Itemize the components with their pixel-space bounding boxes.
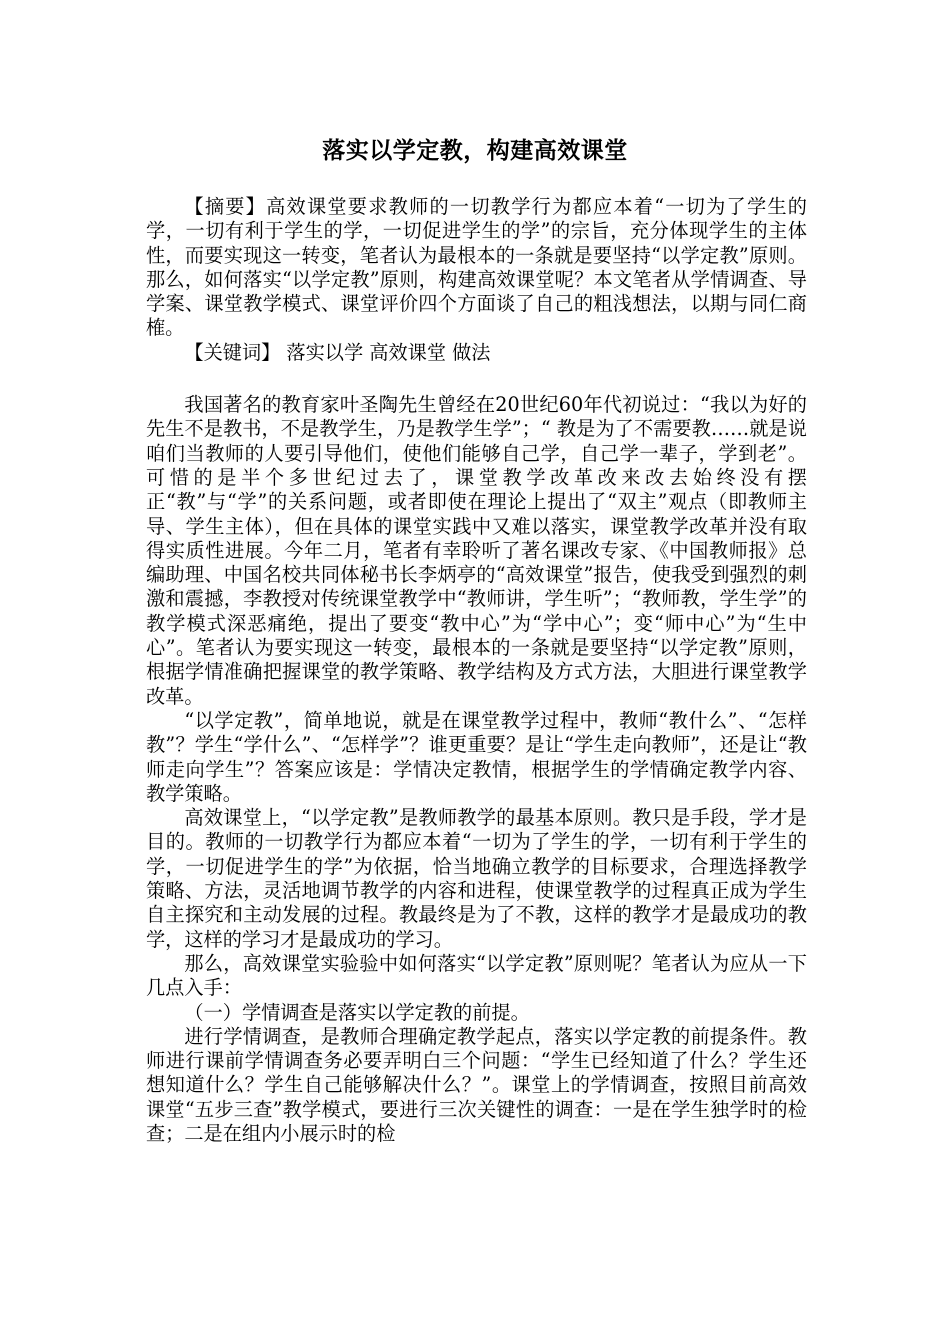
body-paragraph-1: 我国著名的教育家叶圣陶先生曾经在20世纪60年代初说过：“我以为好的先生不是教书，不是教学生，乃是教学生学”；“ 教是为了不需要教……就是说咱们当教师的人要引导他们，使他们能够自己学，自己学一辈子，学到老”。可惜的是半个多世纪过去了，课堂教学改革改来改去始终没有摆正“教”与“学”的关系问题，或者即使在理论上提出了“双主”观点（即教师主导、学生主体），但在具体的课堂实践中又难以落实，课堂教学改革并没有取得实质性进展。今年二月，笔者有幸聆听了著名课改专家、《中国教师报》总编助理、中国名校共同体秘书长李炳亭的“高效课堂”报告，使我受到强烈的刺激和震撼，李教授对传统课堂教学中“教师讲，学生听”；“教师教，学生学”的教学模式深恶痛绝，提出了要变“教中心”为“学中心”；变“师中心”为“生中心”。笔者认为要实现这一转变，最根本的一条就是要坚持“以学定教”原则，根据学情准确把握课堂的教学策略、教学结构及方式方法，大胆进行课堂教学改革。 bbox=[146, 393, 807, 708]
article-title: 落实以学定教，构建高效课堂 bbox=[322, 137, 628, 164]
abstract-paragraph: 【摘要】高效课堂要求教师的一切教学行为都应本着“一切为了学生的学，一切有利于学生的学，一切促进学生的学”的宗旨，充分体现学生的主体性，而要实现这一转变，笔者认为最根本的一条就是要坚持“以学定教”原则。那么，如何落实“以学定教”原则，构建高效课堂呢？本文笔者从学情调查、导学案、课堂教学模式、课堂评价四个方面谈了自己的粗浅想法，以期与同仁商榷。 bbox=[146, 195, 807, 340]
body-paragraph-5: 进行学情调查，是教师合理确定教学起点，落实以学定教的前提条件。教师进行课前学情调查务必要弄明白三个问题：“学生已经知道了什么？学生还想知道什么？学生自己能够解决什么？”。课堂上的学情调查，按照目前高效课堂“五步三查”教学模式，要进行三次关键性的调查：一是在学生独学时的检查；二是在组内小展示时的检 bbox=[146, 1024, 807, 1145]
body-paragraph-2: “以学定教”，简单地说，就是在课堂教学过程中，教师“教什么”、“怎样教”？学生“学什么”、“怎样学”？谁更重要？是让“学生走向教师”，还是让“教师走向学生”？答案应该是：学情决定教情，根据学生的学情确定教学内容、教学策略。 bbox=[146, 708, 807, 805]
article-body bbox=[146, 195, 807, 1146]
section-spacer bbox=[146, 365, 807, 393]
body-paragraph-4: 那么，高效课堂实验验中如何落实“以学定教”原则呢？笔者认为应从一下几点入手： bbox=[146, 951, 807, 1000]
section-heading-1: （一）学情调查是落实以学定教的前提。 bbox=[184, 1000, 530, 1024]
body-paragraph-3: 高效课堂上，“以学定教”是教师教学的最基本原则。教只是手段，学才是目的。教师的一切教学行为都应本着“一切为了学生的学，一切有利于学生的学，一切促进学生的学”为依据，恰当地确立教学的目标要求，合理选择教学策略、方法，灵活地调节教学的内容和进程，使课堂教学的过程真正成为学生自主探究和主动发展的过程。教最终是为了不教，这样的教学才是最成功的教学，这样的学习才是最成功的学习。 bbox=[146, 806, 807, 951]
keywords-line: 【关键词】 落实以学 高效课堂 做法 bbox=[184, 340, 491, 364]
